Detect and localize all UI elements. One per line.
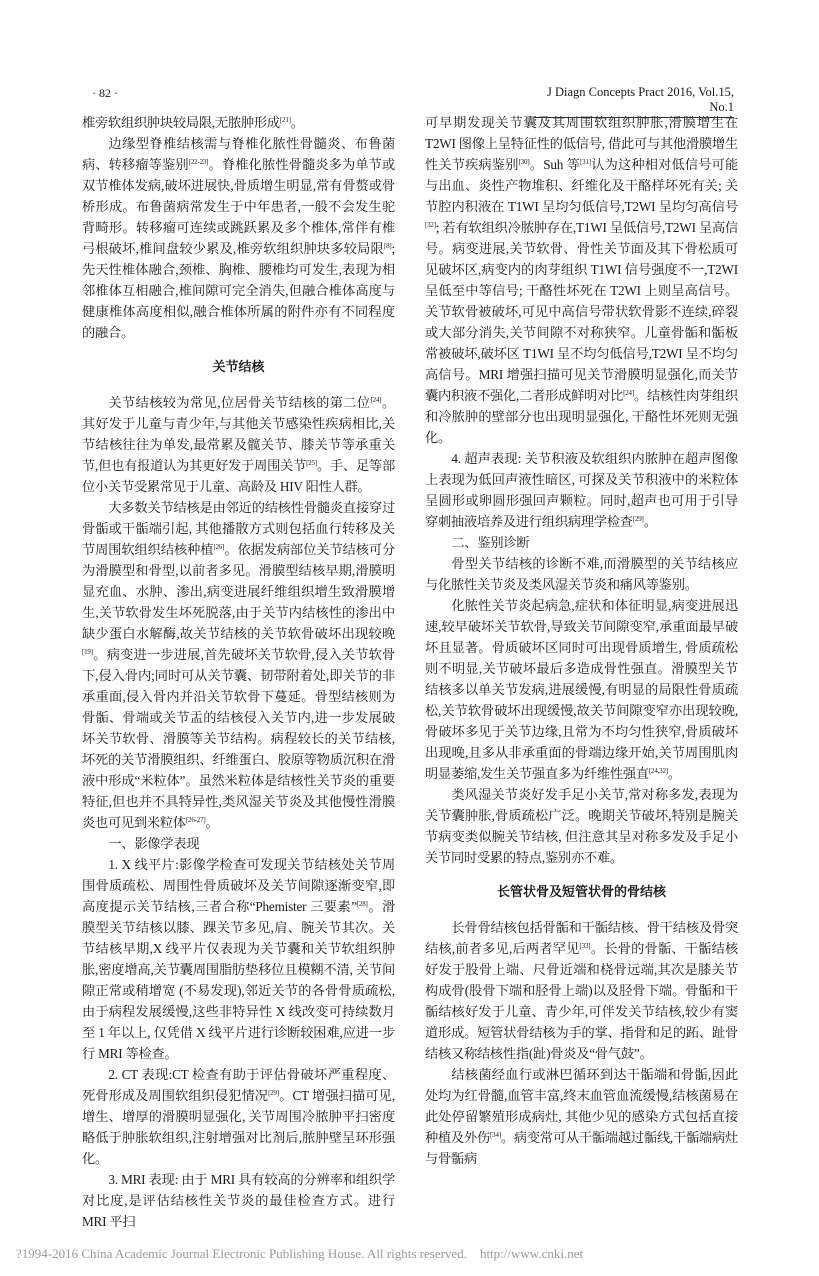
text-run: 长管状骨及短管状骨的骨结核	[496, 885, 666, 900]
right-column	[425, 112, 738, 1169]
section-heading	[82, 357, 395, 378]
paragraph	[425, 1064, 738, 1169]
text-run: 可早期发现关节囊及其周围软组织肿胀,滑膜增生在 T2WI 图像上呈特征性的低信号, 借此可与其他滑膜增生性关节疾病鉴别	[425, 115, 738, 172]
text-run: 认为这种相对低信号可能与出血、炎性产物堆积、纤维化及干酪样坏死有关; 关节腔内积液在 T1WI 呈均匀低信号,T2WI 呈均匀高信号	[425, 157, 738, 214]
paragraph	[82, 1064, 395, 1169]
citation-ref: [30]	[518, 158, 530, 166]
citation-ref: [28]	[356, 900, 368, 908]
page-number: · 82 ·	[92, 86, 118, 100]
text-run: 。其好发于儿童与青少年,与其他关节感染性疾病相比,关节结核往往为单发,最常累及髋关节、膝关节等承重关节,但也有报道认为其更好发于周围关节	[82, 395, 395, 473]
citation-ref: [29]	[632, 515, 644, 523]
citation-ref: [25]	[306, 459, 317, 467]
text-run: 化脓性关节炎起病急,症状和体征明显,病变进展迅速,较早破坏关节软骨,导致关节间隙变窄,承重面最早破坏且显著。骨质破坏区同时可出现骨质增生, 骨质疏松则不明显,关节破坏最后多造成骨性强直。滑膜型关节结核多以单关节发病,进展缓慢,有明显的局限性骨质疏松,关节软骨破坏出现缓慢,故关节间隙变窄亦出现较晚,骨破坏多见于关节边缘,且常为不均匀性狭窄,骨质破坏出现晚,且多从非承重面的骨端边缘开始,关节周围肌肉明显萎缩,发生关节强直多为纤维性强直	[425, 598, 738, 781]
citation-ref: [31]	[580, 158, 591, 166]
text-run: 结核菌经血行或淋巴循环到达干骺端和骨骺,因此处均为红骨髓,血管丰富,终末血管血流缓慢,结核菌易在此处停留繁殖形成病灶, 其他少见的感染方式包括直接种植及外伤	[425, 1067, 738, 1145]
citation-ref: [26-27]	[185, 816, 206, 824]
citation-ref: [21]	[279, 116, 291, 124]
text-run: 。长骨的骨骺、干骺结核好发于股骨上端、尺骨近端和桡骨远端,其次是膝关节构成骨(股骨下端和胫骨上端)以及胫骨下端。骨骺和干骺结核好发于儿童、青少年,可伴发关节结核,较少有窦道形成。短管状骨结核为手的掌、指骨和足的跖、趾骨结核又称结核性指(趾)骨炎及“骨气鼓”。	[425, 941, 738, 1061]
text-run: 二、鉴别诊断	[451, 535, 530, 550]
paragraph	[425, 532, 738, 553]
paragraph	[425, 917, 738, 1064]
copyright-footer: ?1994-2016 China Academic Journal Electronic Publishing House. All rights reserved. http://www.cnki.net	[16, 1246, 584, 1261]
text-run: 。结核性肉芽组织和冷脓肿的壁部分也出现明显强化, 干酪性坏死则无强化。	[425, 388, 738, 445]
text-run: 关节结核	[212, 360, 265, 375]
paragraph	[82, 833, 395, 854]
text-run: 1. X 线平片:影像学检查可发现关节结核处关节周围骨质疏松、周围性骨质破坏及关节间隙逐渐变窄,即高度提示关节结核,三者合称“Phemister 三要素”	[82, 857, 395, 914]
citation-ref: [22-23]	[188, 158, 209, 166]
paragraph	[82, 133, 395, 343]
left-column	[82, 112, 395, 1232]
text-run: 3. MRI 表现: 由于 MRI 具有较高的分辨率和组织学对比度,是评估结核性关节炎的最佳检查方式。进行 MRI 平扫	[82, 1172, 395, 1229]
text-run: 一、影像学表现	[108, 836, 200, 851]
text-run: ; 若有软组织冷脓肿存在,T1WI 呈低信号,T2WI 呈高信号。病变进展,关节软骨、骨性关节面及其下骨松质可见破坏区,病变内的肉芽组织 T1WI 信号强度不一,T2WI 呈低至中等信号; 干酪性坏死在 T2WI 上则呈高信号。关节软骨被破坏,可见中高信号带状软骨影不连续,碎裂或大部分消失,关节间隙不对称狭窄。儿童骨骺和骺板常被破坏,破坏区 T1WI 呈不均匀低信号,T2WI 呈不均匀高信号。MRI 增强扫描可见关节滑膜明显强化,而关节囊内积液不强化,二者形成鲜明对比	[425, 220, 738, 403]
text-run: 。病变进一步进展,首先破坏关节软骨,侵入关节软骨下,侵入骨内;同时可从关节囊、韧带附着处,即关节的非承重面,侵入骨内并沿关节软骨下蔓延。骨型结核则为骨骺、骨端或关节盂的结核侵入关节内,进一步发展破坏关节软骨、滑膜等关节结构。病程较长的关节结核,坏死的关节滑膜组织、纤维蛋白、胶原等物质沉积在滑液中形成“米粒体”。虽然米粒体是结核性关节炎的重要特征,但也并不具特异性,类风湿关节炎及其他慢性滑膜炎也可见到米粒体	[82, 647, 395, 830]
running-header	[86, 84, 739, 114]
text-run: 。Suh 等	[529, 157, 581, 172]
citation-ref: [19]	[82, 648, 93, 656]
text-run: 骨型关节结核的诊断不难,而滑膜型的关节结核应与化脓性关节炎及类风湿关节炎和痛风等鉴别。	[425, 556, 738, 592]
text-run: 。	[643, 514, 657, 529]
citation-ref: [8]	[383, 242, 392, 250]
citation-ref: [33]	[579, 942, 591, 950]
text-run: 。脊椎化脓性骨髓炎多为单节或双节椎体发病,破坏进展快,骨质增生明显,常有骨赘或骨桥形成。布鲁菌病常发生于中年患者,一般不会发生驼背畸形。转移瘤可连续或跳跃累及多个椎体,常伴有椎弓根破坏,椎间盘较少累及,椎旁软组织肿块多较局限	[82, 157, 396, 256]
paragraph	[425, 448, 738, 532]
paragraph	[82, 392, 395, 497]
text-run: 。依据发病部位关节结核可分为滑膜型和骨型,以前者多见。滑膜型结核早期,滑膜明显充血、水肿、渗出,病变进展纤维组织增生致滑膜增生,关节软骨发生坏死脱落,由于关节内结核性的渗出中缺少蛋白水解酶,故关节结核的关节软骨破坏出现较晚	[82, 542, 395, 641]
paragraph	[425, 553, 738, 595]
text-run: 长骨骨结核包括骨骺和干骺结核、骨干结核及骨突结核,前者多见,后两者罕见	[425, 920, 738, 956]
text-run: 。	[667, 766, 681, 781]
text-run: 。手、足等部位小关节受累常见于儿童、高龄及 HIV 阳性人群。	[82, 458, 395, 494]
paragraph	[82, 112, 395, 133]
text-run: 大多数关节结核是由邻近的结核性骨髓炎直接穿过骨骺或干骺端引起, 其他播散方式则包括血行转移及关节周围软组织结核种植	[82, 500, 395, 557]
citation-ref: [34]	[490, 1131, 501, 1139]
citation-ref: [26]	[213, 543, 225, 551]
text-run: 4. 超声表现: 关节积液及软组织内脓肿在超声图像上表现为低回声液性暗区, 可探及关节积液中的米粒体呈圆形或卵圆形强回声颗粒。同时,超声也可用于引导穿刺抽液培养及进行组织病理学检查	[425, 451, 738, 529]
citation-ref: [29]	[268, 1089, 279, 1097]
text-run: 边缘型脊椎结核需与脊椎化脓性骨髓炎、布鲁菌病、转移瘤等鉴别	[82, 136, 395, 172]
text-run: 关节结核较为常见,位居骨关节结核的第二位	[108, 395, 371, 410]
paragraph	[82, 854, 395, 1064]
text-run: 。	[290, 115, 304, 130]
text-run: ; 先天性椎体融合,颈椎、胸椎、腰椎均可发生,表现为相邻椎体互相融合,椎间隙可完全消失,但融合椎体高度与健康椎体高度相似,融合椎体所属的附件亦有不同程度的融合。	[82, 241, 395, 340]
text-run: 类风湿关节炎好发手足小关节,常对称多发,表现为关节囊肿胀,骨质疏松广泛。晚期关节破坏,特别是腕关节病变类似腕关节结核, 但注意其呈对称多发及手足小关节同时受累的特点,鉴别亦不难。	[425, 787, 738, 865]
paragraph	[425, 784, 738, 868]
text-run: 。滑膜型关节结核以膝、踝关节多见,肩、腕关节其次。关节结核早期,X 线平片仅表现为关节囊和关节软组织肿胀,密度增高,关节囊周围脂肪垫移位且模糊不清, 关节间隙正常或稍增宽 (不易发现),邻近关节的各骨骨质疏松,由于病程发展缓慢,这些非特异性 X 线改变可持续数月至 1 年以上, 仅凭借 X 线平片进行诊断较困难,应进一步行 MRI 等检查。	[82, 899, 395, 1061]
citation-ref: [24,32]	[648, 767, 668, 775]
text-run: 椎旁软组织肿块较局限,无脓肿形成	[82, 115, 280, 130]
body-columns	[82, 112, 738, 1232]
journal-running-header: J Diagn Concepts Pract 2016, Vol.15, No.1	[534, 85, 734, 118]
section-heading	[425, 882, 738, 903]
paragraph	[425, 112, 738, 448]
citation-ref: [32]	[425, 221, 436, 229]
text-run: 。病变常可从干骺端越过骺线,干骺端病灶与骨骺病	[425, 1130, 739, 1166]
paragraph	[425, 595, 738, 784]
text-run: 2. CT 表现:CT 检查有助于评估骨破坏严重程度、死骨形成及周围软组织侵犯情况	[82, 1067, 395, 1103]
paragraph	[82, 497, 395, 833]
citation-ref: [24]	[623, 389, 634, 397]
paragraph	[82, 1169, 395, 1232]
text-run: 。CT 增强扫描可见,增生、增厚的滑膜明显强化, 关节周围冷脓肿平扫密度略低于肿胀软组织,注射增强对比剂后,脓肿壁呈环形强化。	[82, 1088, 395, 1166]
citation-ref: [24]	[370, 396, 382, 404]
text-run: 。	[205, 815, 219, 830]
